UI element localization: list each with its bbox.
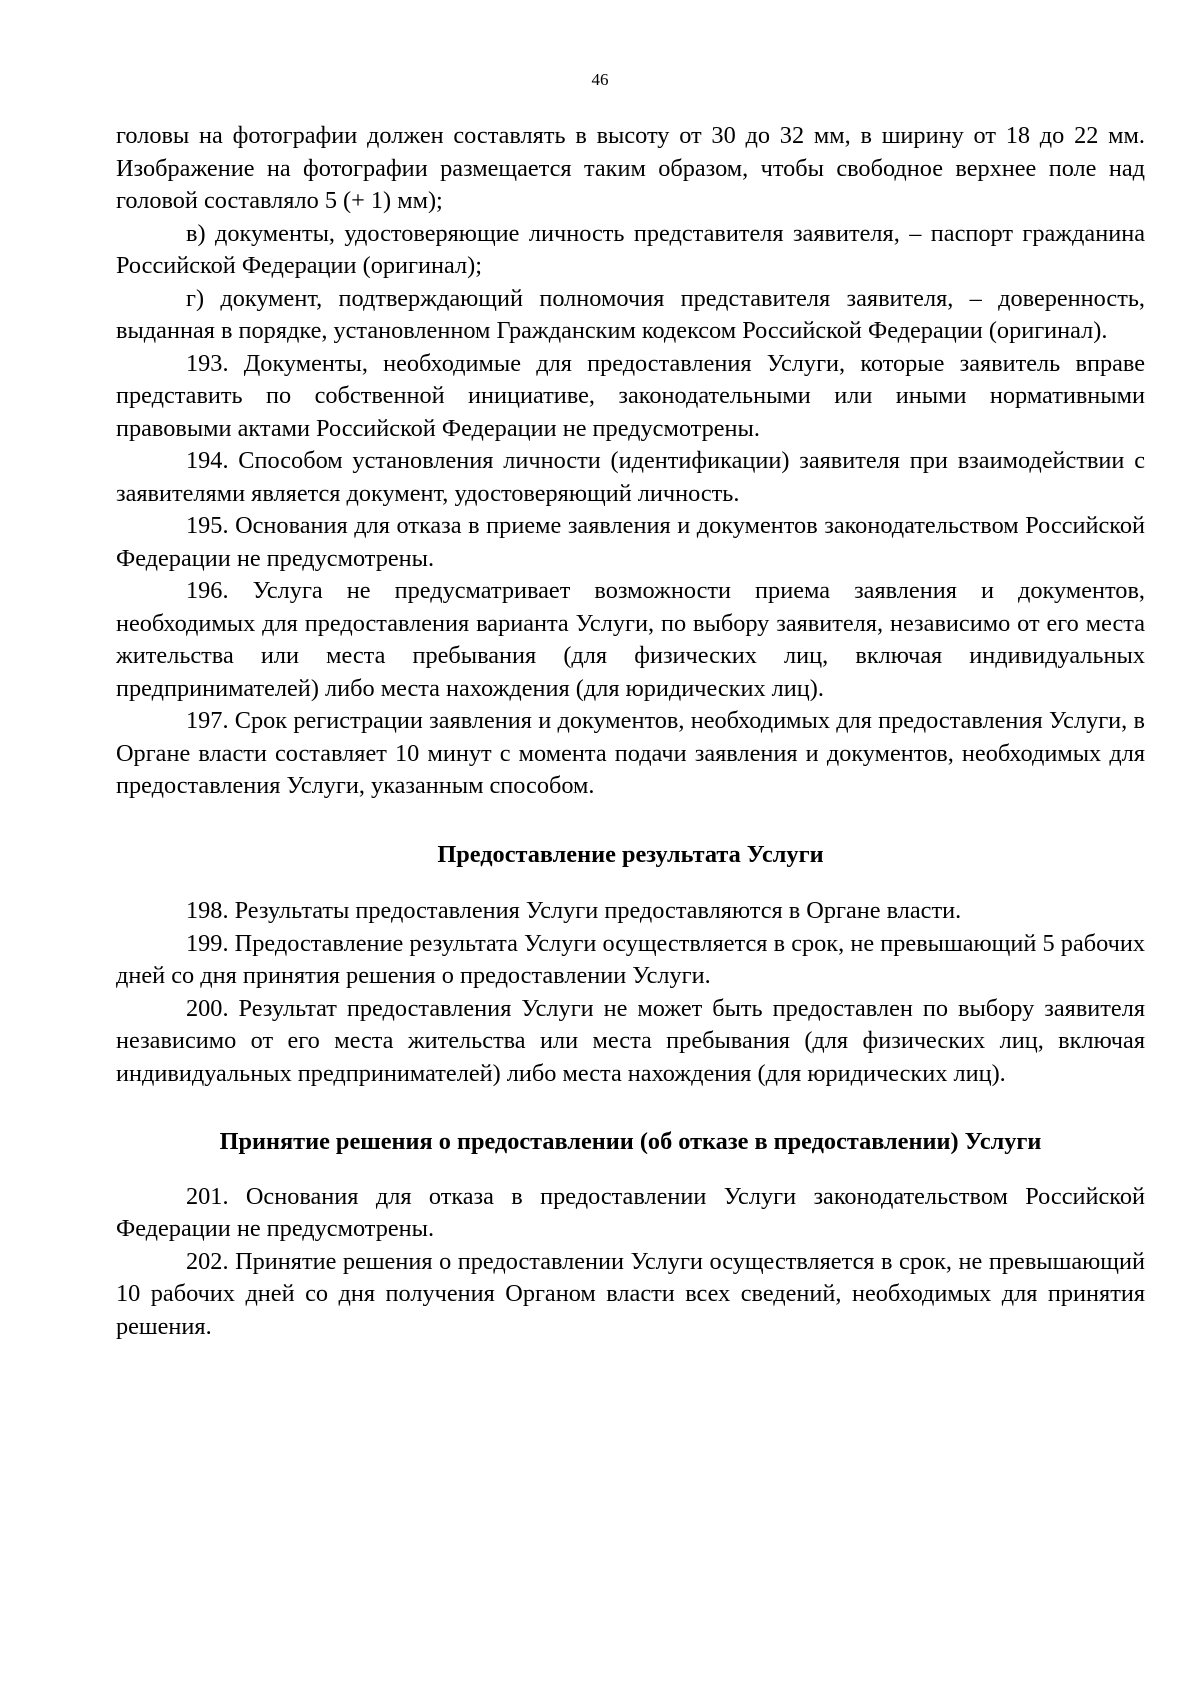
- paragraph: г) документ, подтверждающий полномочия представителя заявителя, – доверенность, выданная в порядке, установленном Гражданским кодексом Российской Федерации (оригинал).: [116, 284, 1145, 344]
- paragraph: в) документы, удостоверяющие личность представителя заявителя, – паспорт гражданина Российской Федерации (оригинал);: [116, 219, 1145, 279]
- page-number: 46: [591, 70, 609, 89]
- section-heading: Предоставление результата Услуги: [437, 840, 824, 868]
- paragraph: 194. Способом установления личности (идентификации) заявителя при взаимодействии с заявителями является документ, удостоверяющий личность.: [116, 447, 1145, 507]
- paragraph: 195. Основания для отказа в приеме заявления и документов законодательством Российской Федерации не предусмотрены.: [116, 512, 1145, 572]
- section-heading: Принятие решения о предоставлении (об отказе в предоставлении) Услуги: [219, 1128, 1042, 1155]
- paragraph: 200. Результат предоставления Услуги не может быть предоставлен по выбору заявителя независимо от его места жительства или места пребывания (для физических лиц, включая индивидуальных предпринимателей) либо места нахождения (для юридических лиц).: [116, 994, 1145, 1087]
- paragraph: 199. Предоставление результата Услуги осуществляется в срок, не превышающий 5 рабочих дней со дня принятия решения о предоставлении Услуги.: [116, 929, 1145, 989]
- paragraph: 201. Основания для отказа в предоставлении Услуги законодательством Российской Федерации не предусмотрены.: [116, 1182, 1145, 1242]
- paragraph: 198. Результаты предоставления Услуги предоставляются в Органе власти.: [186, 897, 962, 924]
- paragraph: 202. Принятие решения о предоставлении Услуги осуществляется в срок, не превышающий 10 рабочих дней со дня получения Органом власти всех сведений, необходимых для принятия решения.: [116, 1247, 1145, 1340]
- paragraph: 197. Срок регистрации заявления и документов, необходимых для предоставления Услуги, в Органе власти составляет 10 минут с момента подачи заявления и документов, необходимых для предоставления Услуги, указанным способом.: [116, 707, 1145, 799]
- paragraph: 193. Документы, необходимые для предоставления Услуги, которые заявитель вправе представить по собственной инициативе, законодательными или иными нормативными правовыми актами Российской Федерации не предусмотрены.: [116, 349, 1145, 442]
- paragraph: головы на фотографии должен составлять в высоту от 30 до 32 мм, в ширину от 18 до 22 мм. Изображение на фотографии размещается таким образом, чтобы свободное верхнее поле над головой составляло 5 (+ 1) мм);: [116, 122, 1145, 214]
- document-body: [116, 120, 1145, 1343]
- paragraph: 196. Услуга не предусматривает возможности приема заявления и документов, необходимых для предоставления варианта Услуги, по выбору заявителя, независимо от его места жительства или места пребывания (для физических лиц, включая индивидуальных предпринимателей) либо места нахождения (для юридических лиц).: [116, 577, 1145, 702]
